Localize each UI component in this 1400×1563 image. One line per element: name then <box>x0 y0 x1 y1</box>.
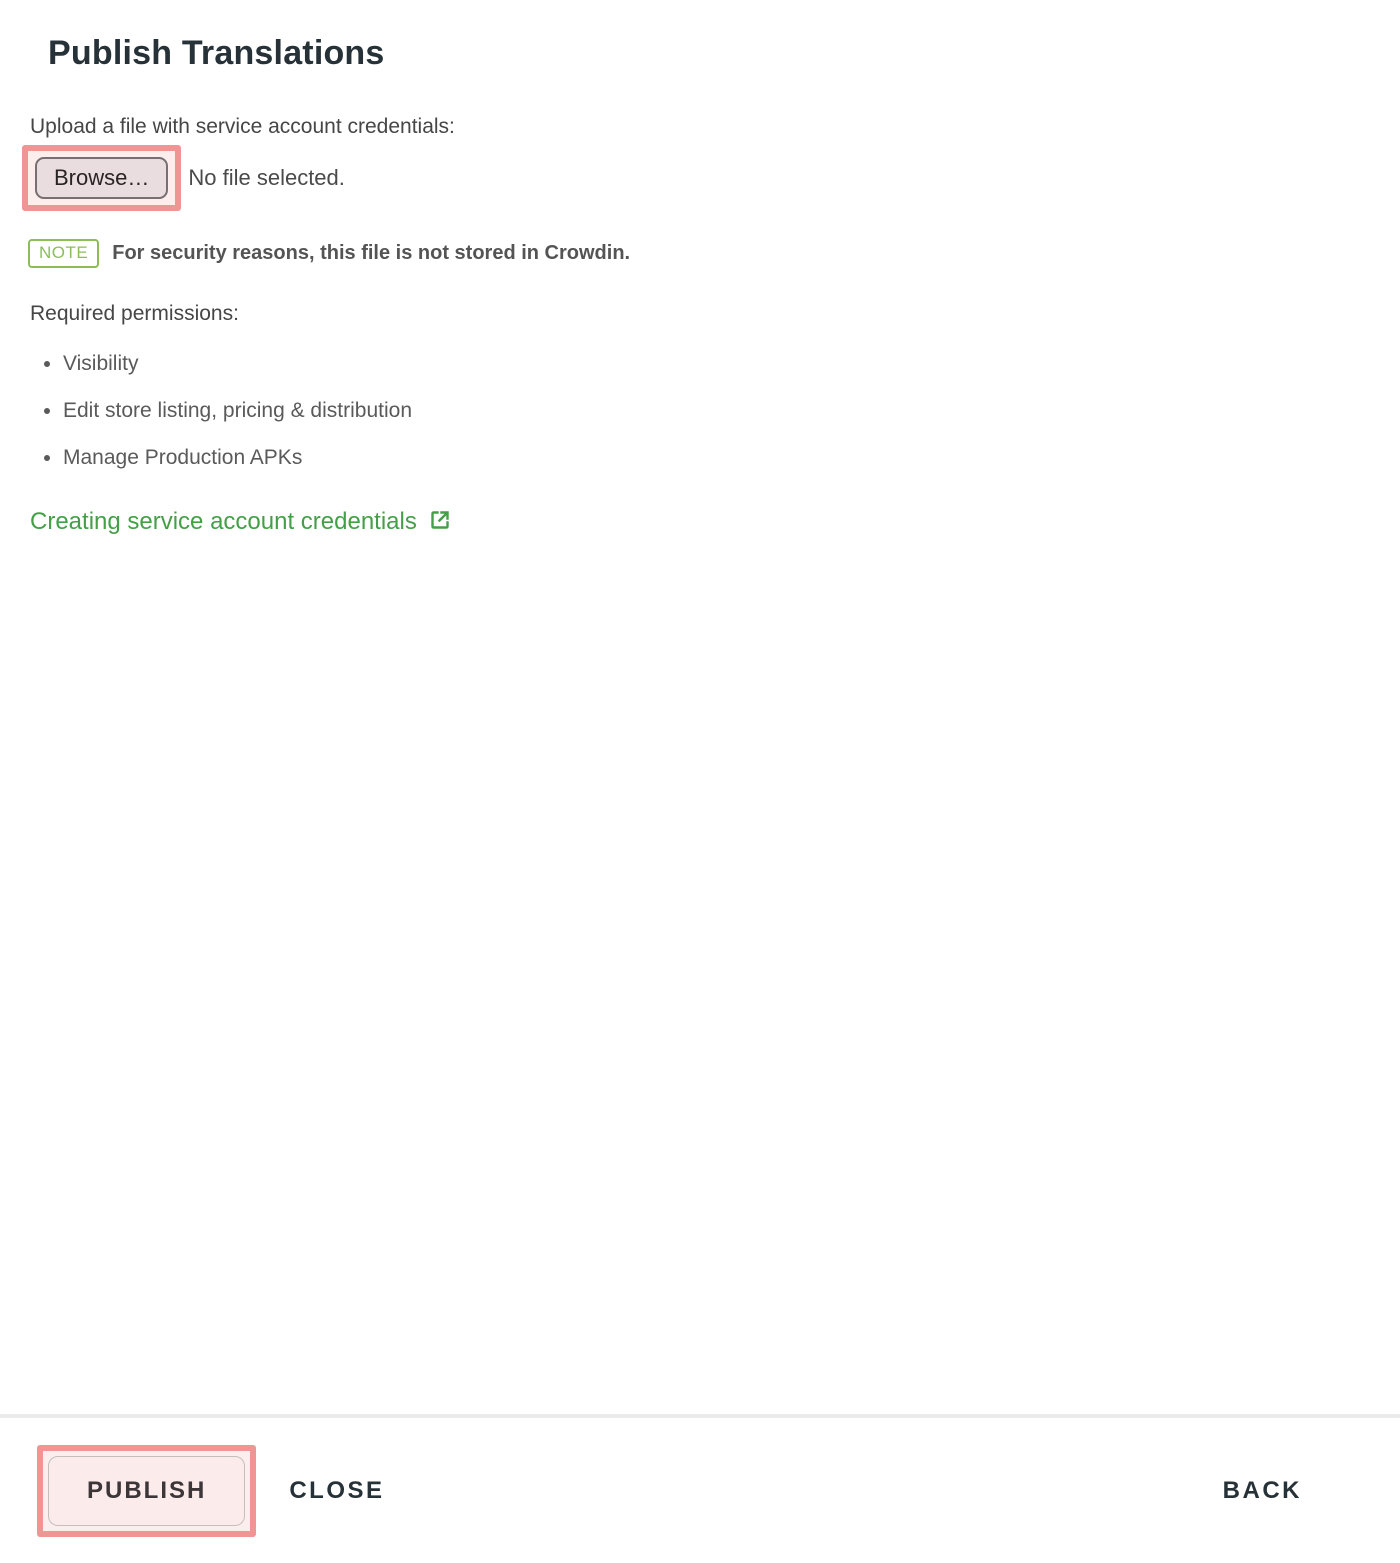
publish-button[interactable]: PUBLISH <box>48 1456 245 1526</box>
note-badge: NOTE <box>28 239 99 268</box>
browse-highlight-annotation <box>22 145 181 211</box>
close-button[interactable]: CLOSE <box>285 1467 388 1515</box>
permission-list <box>0 352 1400 470</box>
permission-item-visibility: • Visibility <box>63 352 1400 376</box>
service-account-credentials-link-label: Creating service account credentials <box>30 508 417 536</box>
browse-button[interactable]: Browse… <box>35 157 168 199</box>
required-permissions-label: Required permissions: <box>30 302 239 326</box>
file-status-text: No file selected. <box>188 165 345 191</box>
page-title: Publish Translations <box>48 34 385 72</box>
permission-item-production-apks: • Manage Production APKs <box>63 446 1400 470</box>
external-link-icon <box>428 508 452 539</box>
dialog-footer <box>0 1414 1400 1563</box>
file-input-row <box>22 145 1400 211</box>
publish-highlight-annotation <box>37 1445 256 1537</box>
note-row <box>28 239 1400 268</box>
service-account-credentials-link[interactable] <box>30 505 452 539</box>
permission-item-store-listing: • Edit store listing, pricing & distribution <box>63 399 1400 423</box>
note-text: For security reasons, this file is not stored in Crowdin. <box>112 242 631 265</box>
back-button[interactable]: BACK <box>1219 1467 1306 1515</box>
upload-credentials-label: Upload a file with service account credentials: <box>30 115 455 138</box>
